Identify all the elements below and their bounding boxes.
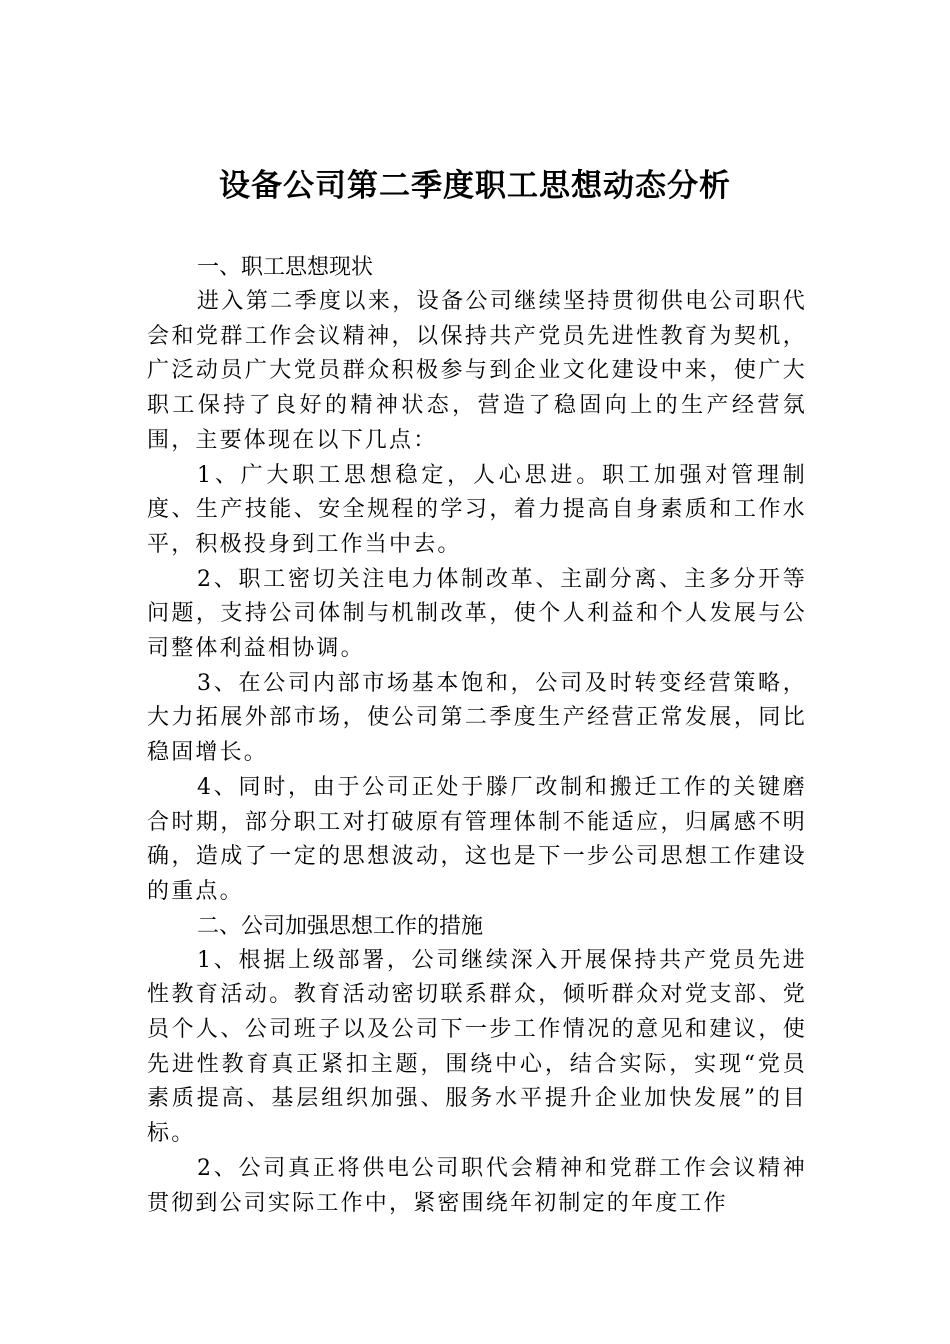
paragraph: 2、公司真正将供电公司职代会精神和党群工作会议精神贯彻到公司实际工作中，紧密围绕年初制定的年度工作: [147, 1155, 807, 1216]
section-2: [147, 910, 807, 1222]
paragraph: 2、职工密切关注电力体制改革、主副分离、主多分开等问题，支持公司体制与机制改革，使个人利益和个人发展与公司整体利益相协调。: [147, 566, 807, 662]
document-body: [147, 251, 807, 1221]
section-1: [147, 251, 807, 910]
section-heading: 二、公司加强思想工作的措施: [197, 913, 484, 939]
section-heading: 一、职工思想现状: [197, 255, 374, 280]
paragraph: 进入第二季度以来，设备公司继续坚持贯彻供电公司职代会和党群工作会议精神，以保持共产党员先进性教育为契机，广泛动员广大党员群众积极参与到企业文化建设中来，使广大职工保持了良好的精神状态，营造了稳固向上的生产经营氛围，主要体现在以下几点：: [147, 289, 807, 453]
document-title: 设备公司第二季度职工思想动态分析: [219, 168, 731, 204]
paragraph: 1、根据上级部署，公司继续深入开展保持共产党员先进性教育活动。教育活动密切联系群众，倾听群众对党支部、党员个人、公司班子以及公司下一步工作情况的意见和建议，使先进性教育真正紧扣主题，围绕中心，结合实际，实现“党员素质提高、基层组织加强、服务水平提升企业加快发展”的目标。: [147, 947, 807, 1147]
paragraph: 4、同时，由于公司正处于滕厂改制和搬迁工作的关键磨合时期，部分职工对打破原有管理体制不能适应，归属感不明确，造成了一定的思想波动，这也是下一步公司思想工作建设的重点。: [147, 774, 807, 904]
paragraph: 3、在公司内部市场基本饱和，公司及时转变经营策略，大力拓展外部市场，使公司第二季度生产经营正常发展，同比稳固增长。: [147, 670, 807, 766]
paragraph: 1、广大职工思想稳定，人心思进。职工加强对管理制度、生产技能、安全规程的学习，着力提高自身素质和工作水平，积极投身到工作当中去。: [147, 462, 807, 557]
